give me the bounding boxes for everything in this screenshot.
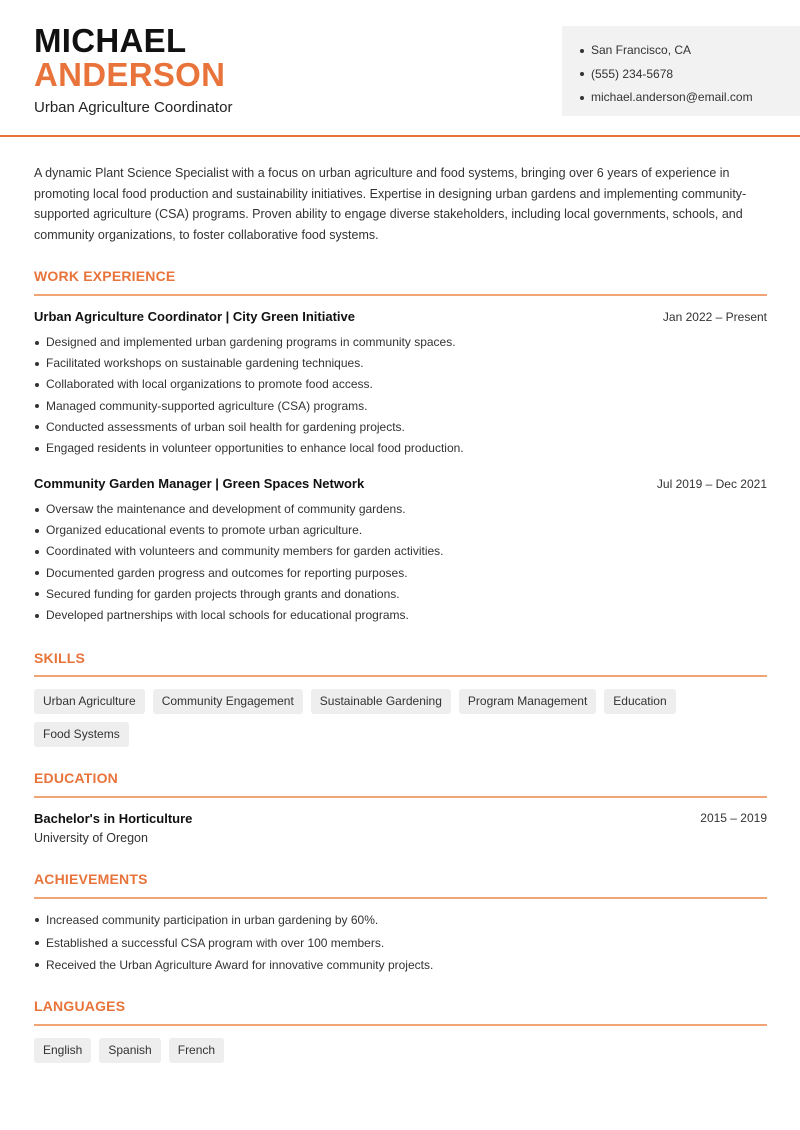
bullet-icon (35, 508, 39, 512)
contact-phone: (555) 234-5678 (580, 63, 800, 87)
skill-chip: Urban Agriculture (34, 689, 145, 714)
section-title-education: EDUCATION (34, 770, 118, 786)
job-dates: Jul 2019 – Dec 2021 (656, 476, 767, 491)
bullet-icon (35, 963, 39, 967)
school-name: University of Oregon (34, 831, 148, 845)
list-item: Collaborated with local organizations to promote food access. (34, 374, 767, 395)
job-bullets (34, 332, 767, 459)
section-divider (34, 675, 767, 677)
achievement-bullets (34, 909, 767, 977)
skill-chip: Sustainable Gardening (311, 689, 451, 714)
list-item: Coordinated with volunteers and community members for garden activities. (34, 541, 767, 562)
education-dates: 2015 – 2019 (700, 811, 767, 825)
list-item: Received the Urban Agriculture Award for innovative community projects. (34, 954, 767, 977)
skills-list (34, 689, 767, 747)
last-name: ANDERSON (34, 56, 226, 93)
list-item: Engaged residents in volunteer opportunities to enhance local food production. (34, 438, 767, 459)
job-role: Urban Agriculture Coordinator | City Green Initiative (34, 309, 355, 324)
section-title-achievements: ACHIEVEMENTS (34, 871, 148, 887)
degree: Bachelor's in Horticulture (34, 811, 193, 826)
job-role: Community Garden Manager | Green Spaces Network (34, 476, 365, 491)
bullet-icon (35, 529, 39, 533)
bullet-icon (580, 72, 584, 76)
bullet-icon (35, 341, 39, 345)
skill-chip: Education (604, 689, 675, 714)
section-title-skills: SKILLS (34, 650, 85, 666)
job-bullets (34, 499, 767, 626)
section-divider (34, 294, 767, 296)
contact-location: San Francisco, CA (580, 39, 800, 63)
bullet-icon (35, 614, 39, 618)
list-item: Oversaw the maintenance and development of community gardens. (34, 499, 767, 520)
list-item: Managed community-supported agriculture (CSA) programs. (34, 396, 767, 417)
language-chip: English (34, 1038, 91, 1063)
bullet-icon (35, 383, 39, 387)
section-title-work: WORK EXPERIENCE (34, 268, 176, 284)
bullet-icon (35, 362, 39, 366)
bullet-icon (35, 592, 39, 596)
languages-list (34, 1038, 767, 1063)
section-title-languages: LANGUAGES (34, 998, 126, 1014)
resume-header (0, 0, 800, 137)
bullet-icon (580, 49, 584, 53)
language-chip: French (169, 1038, 224, 1063)
job-header (34, 476, 767, 491)
list-item: Designed and implemented urban gardening programs in community spaces. (34, 332, 767, 353)
list-item: Established a successful CSA program with over 100 members. (34, 932, 767, 955)
bullet-icon (580, 96, 584, 100)
list-item: Secured funding for garden projects through grants and donations. (34, 584, 767, 605)
list-item: Facilitated workshops on sustainable gardening techniques. (34, 353, 767, 374)
summary-paragraph: A dynamic Plant Science Specialist with a focus on urban agriculture and food systems, bringing over 6 years of experience in promoting local food production and sustainability initiatives. Expertise in designing urban gardens and implementing community-supported agriculture (CSA) programs. Proven ability to engage diverse stakeholders, including local governments, schools, and community organizations, to foster collaborative food systems. (34, 166, 747, 243)
list-item: Documented garden progress and outcomes for reporting purposes. (34, 563, 767, 584)
list-item: Increased community participation in urban gardening by 60%. (34, 909, 767, 932)
section-divider (34, 796, 767, 798)
bullet-icon (35, 447, 39, 451)
first-name: MICHAEL (34, 22, 187, 59)
list-item: Organized educational events to promote urban agriculture. (34, 520, 767, 541)
skill-chip: Program Management (459, 689, 596, 714)
bullet-icon (35, 918, 39, 922)
job-header (34, 309, 767, 324)
education-entry (34, 811, 767, 826)
bullet-icon (35, 550, 39, 554)
list-item: Developed partnerships with local schools for educational programs. (34, 605, 767, 626)
bullet-icon (35, 425, 39, 429)
list-item: Conducted assessments of urban soil health for gardening projects. (34, 417, 767, 438)
contact-box (562, 26, 800, 116)
bullet-icon (35, 941, 39, 945)
job-title: Urban Agriculture Coordinator (34, 99, 233, 116)
contact-email: michael.anderson@email.com (580, 86, 800, 110)
bullet-icon (35, 404, 39, 408)
section-divider (34, 897, 767, 899)
language-chip: Spanish (99, 1038, 160, 1063)
job-dates: Jan 2022 – Present (662, 309, 767, 324)
skill-chip: Food Systems (34, 722, 129, 747)
skill-chip: Community Engagement (153, 689, 303, 714)
bullet-icon (35, 571, 39, 575)
section-divider (34, 1024, 767, 1026)
